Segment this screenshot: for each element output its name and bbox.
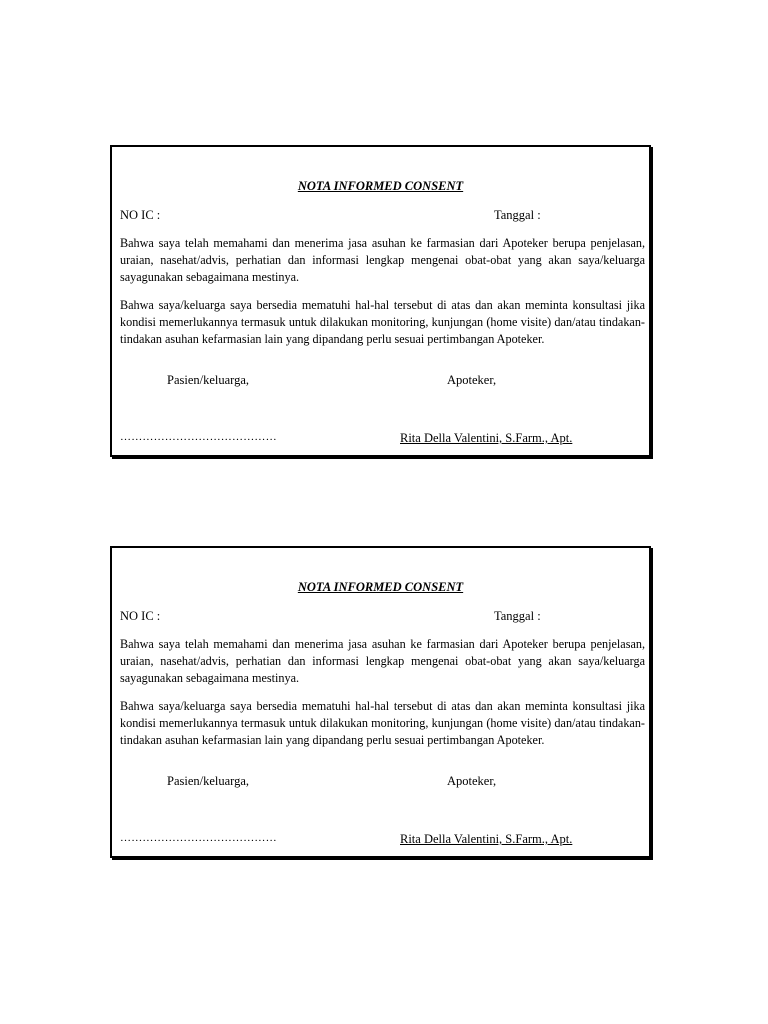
consent-paragraph-1: Bahwa saya telah memahami dan menerima jasa asuhan ke farmasian dari Apoteker berupa penjelasan, uraian, nasehat/advis, perhatian dan informasi lengkap mengenai obat-obat yang akan saya/keluarga sayagunakan sebagaimana mestinya. xyxy=(120,637,645,685)
patient-signature-line: …………………………………… xyxy=(120,431,277,443)
no-ic-label: NO IC : xyxy=(120,609,161,623)
pharmacist-label: Apoteker, xyxy=(447,373,497,387)
form-title: NOTA INFORMED CONSENT xyxy=(297,580,464,594)
consent-paragraph-1: Bahwa saya telah memahami dan menerima jasa asuhan ke farmasian dari Apoteker berupa penjelasan, uraian, nasehat/advis, perhatian dan informasi lengkap mengenai obat-obat yang akan saya/keluarga sayagunakan sebagaimana mestinya. xyxy=(120,236,645,284)
consent-paragraph-2: Bahwa saya/keluarga saya bersedia mematuhi hal-hal tersebut di atas dan akan meminta konsultasi jika kondisi memerlukannya termasuk untuk dilakukan monitoring, kunjungan (home visite) dan/atau tindakan-tindakan asuhan kefarmasian lain yang dipandang perlu sesuai pertimbangan Apoteker. xyxy=(120,699,645,747)
pharmacist-name: Rita Della Valentini, S.Farm., Apt. xyxy=(400,431,573,445)
date-label: Tanggal : xyxy=(494,609,541,623)
patient-signature-line: …………………………………… xyxy=(120,832,277,844)
patient-label: Pasien/keluarga, xyxy=(167,774,250,788)
consent-paragraph-2: Bahwa saya/keluarga saya bersedia mematuhi hal-hal tersebut di atas dan akan meminta konsultasi jika kondisi memerlukannya termasuk untuk dilakukan monitoring, kunjungan (home visite) dan/atau tindakan-tindakan asuhan kefarmasian lain yang dipandang perlu sesuai pertimbangan Apoteker. xyxy=(120,298,645,346)
consent-form-1 xyxy=(110,145,651,457)
pharmacist-label: Apoteker, xyxy=(447,774,497,788)
form-title: NOTA INFORMED CONSENT xyxy=(297,179,464,193)
no-ic-label: NO IC : xyxy=(120,208,161,222)
pharmacist-name: Rita Della Valentini, S.Farm., Apt. xyxy=(400,832,573,846)
date-label: Tanggal : xyxy=(494,208,541,222)
consent-form-2 xyxy=(110,546,651,858)
patient-label: Pasien/keluarga, xyxy=(167,373,250,387)
